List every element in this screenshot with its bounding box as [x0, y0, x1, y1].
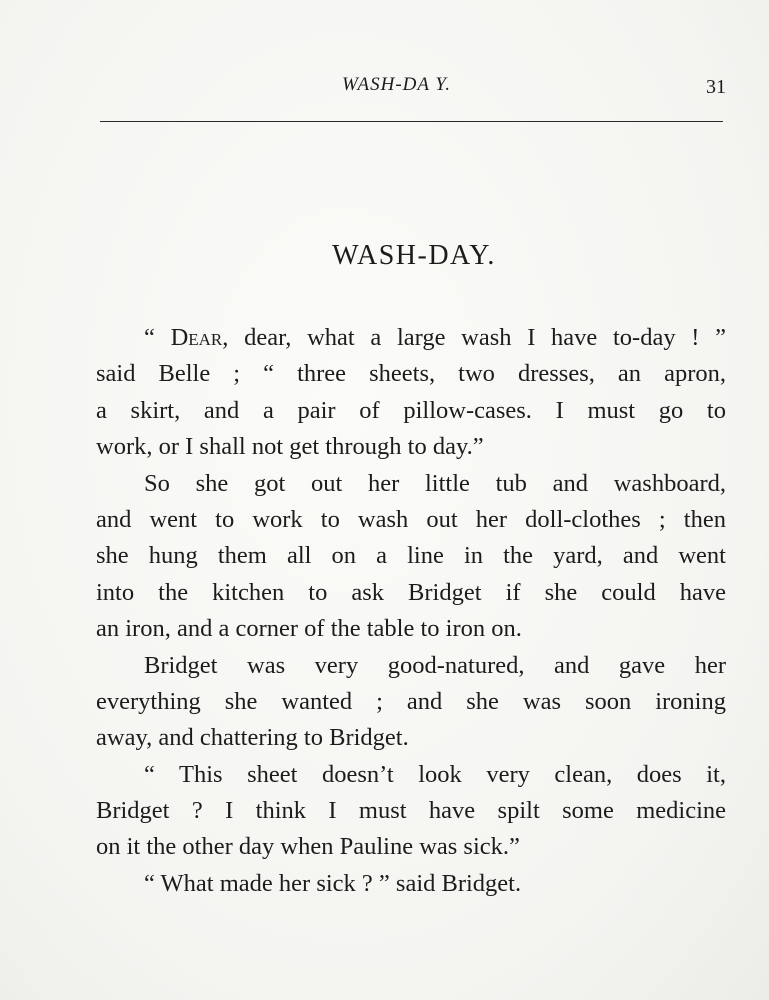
chapter-title: WASH-DAY.: [332, 240, 496, 271]
running-head: [0, 74, 769, 104]
page-number: 31: [706, 76, 726, 98]
text-line: on it the other day when Pauline was sick.”: [96, 833, 520, 861]
text-line: So she got out her little tub and washboard,: [144, 469, 726, 497]
text-line: into the kitchen to ask Bridget if she could have: [96, 578, 726, 606]
text-line: an iron, and a corner of the table to iron on.: [96, 615, 522, 643]
text-line: said Belle ; “ three sheets, two dresses, an apron,: [96, 360, 726, 388]
text-line: work, or I shall not get through to day.”: [96, 433, 484, 461]
text-line: Bridget ? I think I must have spilt some medicine: [96, 797, 726, 825]
text-line: Bridget was very good-natured, and gave her: [144, 651, 726, 679]
text-line: she hung them all on a line in the yard, and went: [96, 542, 726, 570]
text-line: “ This sheet doesn’t look very clean, does it,: [144, 760, 726, 788]
running-head-title: WASH-DA Y.: [342, 74, 451, 95]
text-line: a skirt, and a pair of pillow-cases. I must go to: [96, 396, 726, 424]
body-text: [96, 320, 726, 902]
text-line: and went to work to wash out her doll-clothes ; then: [96, 505, 726, 533]
text-line: “ What made her sick ? ” said Bridget.: [144, 869, 522, 897]
text-line: everything she wanted ; and she was soon ironing: [96, 687, 726, 715]
text-line: “ Dear, dear, what a large wash I have to-day ! ”: [144, 324, 726, 351]
header-rule: [100, 121, 723, 122]
small-caps-word: ear: [188, 324, 223, 351]
text-line: away, and chattering to Bridget.: [96, 724, 409, 752]
